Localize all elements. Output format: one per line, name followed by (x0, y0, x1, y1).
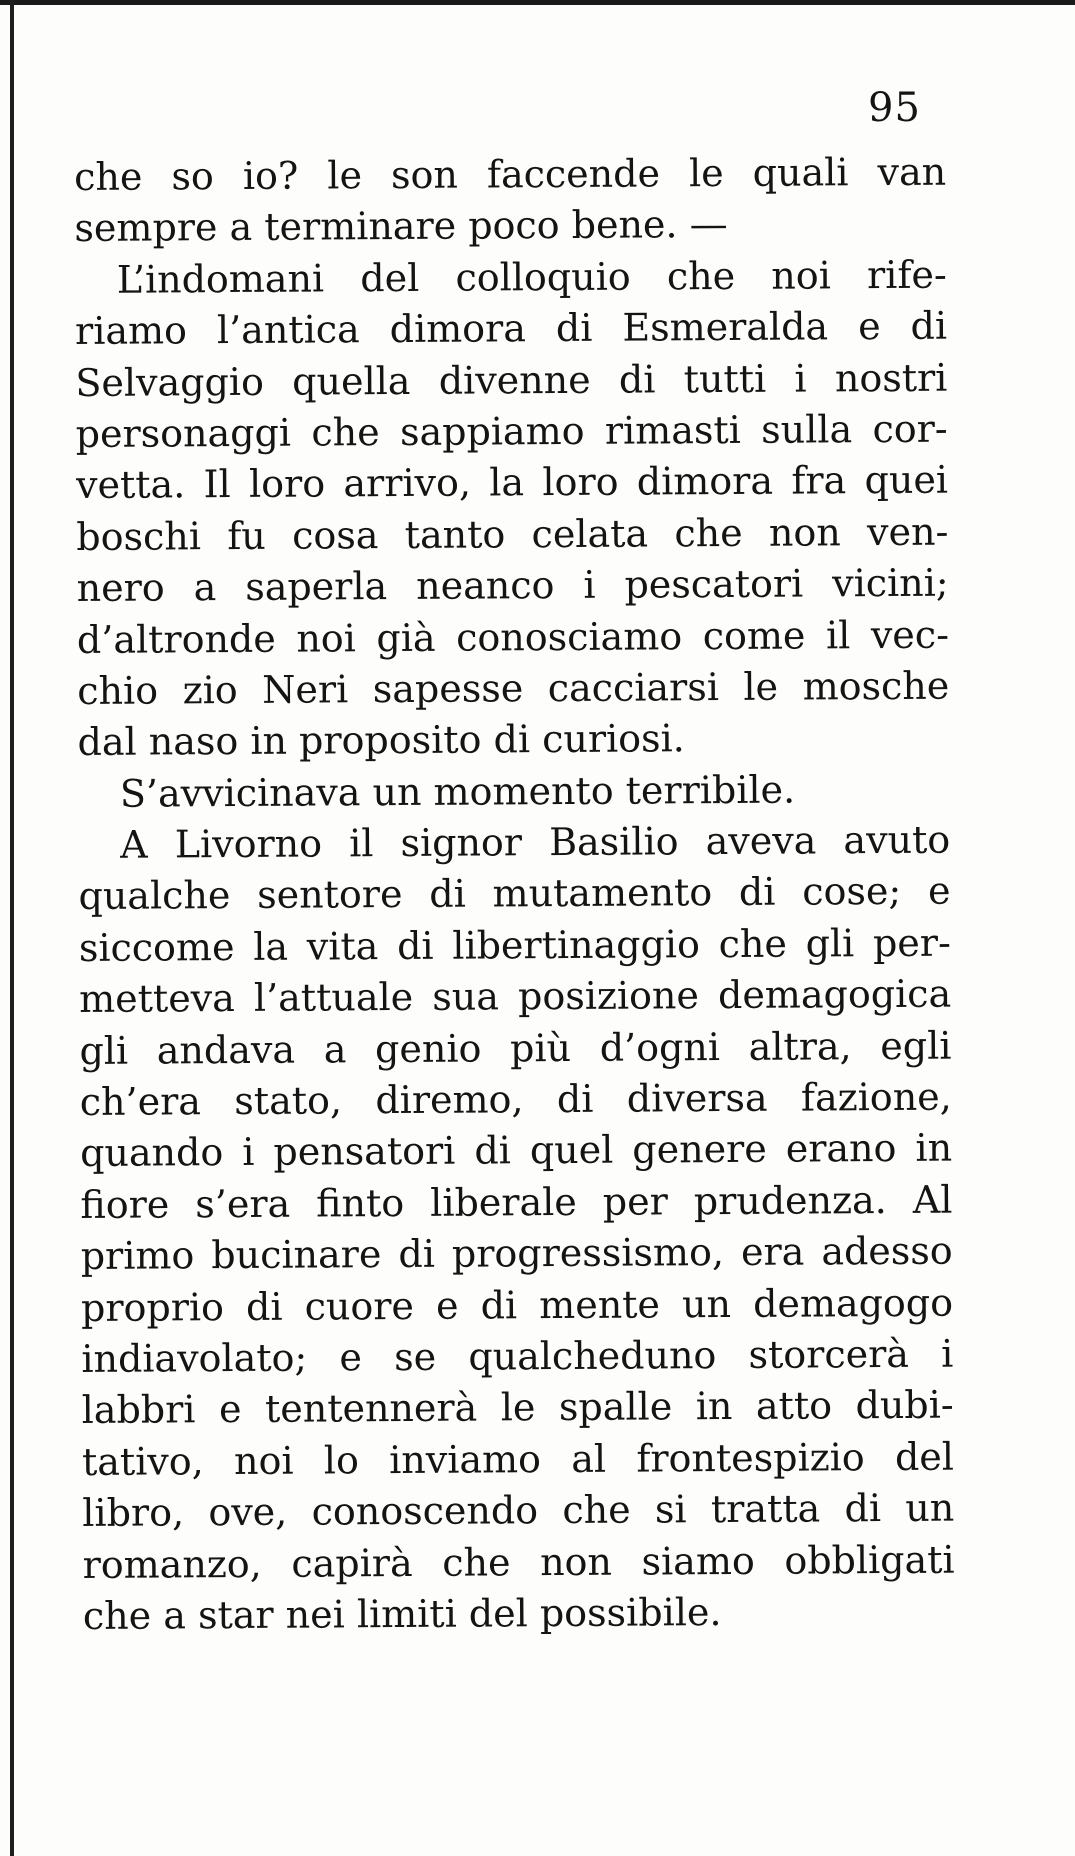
text-line: primo bucinare di progressismo, era adesso (80, 1228, 953, 1279)
text-line: nero a saperla neanco i pescatori vicini; (76, 560, 949, 611)
body-text (74, 147, 955, 1643)
text-line: fiore s’era finto liberale per prudenza. Al (80, 1177, 953, 1227)
text-line: tativo, noi lo inviamo al frontespizio del (81, 1434, 955, 1484)
text-line: indiavolato; e se qualcheduno storcerà i (81, 1331, 954, 1381)
text-line: romanzo, capirà che non siamo obbligati (82, 1537, 955, 1587)
text-line: siccome la vita di libertinaggio che gli per- (78, 920, 951, 970)
text-line: d’altronde noi già conosciamo come il vec- (76, 612, 950, 662)
page-number: 95 (868, 85, 921, 131)
text-line: libro, ove, conoscendo che si tratta di un (82, 1485, 955, 1536)
text-line: che a star nei limiti del possibile. (82, 1590, 722, 1638)
text-line: boschi fu cosa tanto celata che non ven- (76, 509, 949, 559)
text-line: che so io? le son faccende le quali van (74, 149, 947, 199)
text-line: quando i pensatori di quel genere erano in (79, 1126, 953, 1176)
text-line: ch’era stato, diremo, di diversa fazione, (79, 1074, 952, 1125)
text-line: dal naso in proposito di curiosi. (77, 716, 685, 765)
text-line: riamo l’antica dimora di Esmeralda e di (74, 303, 948, 354)
text-line: Selvaggio quella divenne di tutti i nostri (75, 355, 948, 405)
text-line: chio zio Neri sapesse cacciarsi le mosche (77, 663, 950, 713)
text-line: metteva l’attuale sua posizione demagogica (79, 971, 952, 1022)
text-line: A Livorno il signor Basilio aveva avuto (120, 817, 951, 867)
text-line: labbri e tentennerà le spalle in atto dubi- (81, 1383, 954, 1433)
text-line: L’indomani del colloquio che noi rife- (116, 252, 947, 302)
text-line: sempre a terminare poco bene. — (74, 202, 728, 251)
text-line: personaggi che sappiamo rimasti sulla cor- (75, 406, 948, 456)
text-line: vetta. Il loro arrivo, la loro dimora fra quei (75, 458, 949, 508)
top-edge-rule (0, 0, 1075, 5)
text-line: qualche sentore di mutamento di cose; e (78, 869, 951, 919)
text-line: proprio di cuore e di mente un demagogo (80, 1280, 954, 1330)
text-line: gli andava a genio più d’ogni altra, egli (79, 1023, 952, 1073)
text-line: S’avvicinava un momento terribile. (119, 767, 796, 816)
left-edge-rule (10, 0, 14, 1856)
